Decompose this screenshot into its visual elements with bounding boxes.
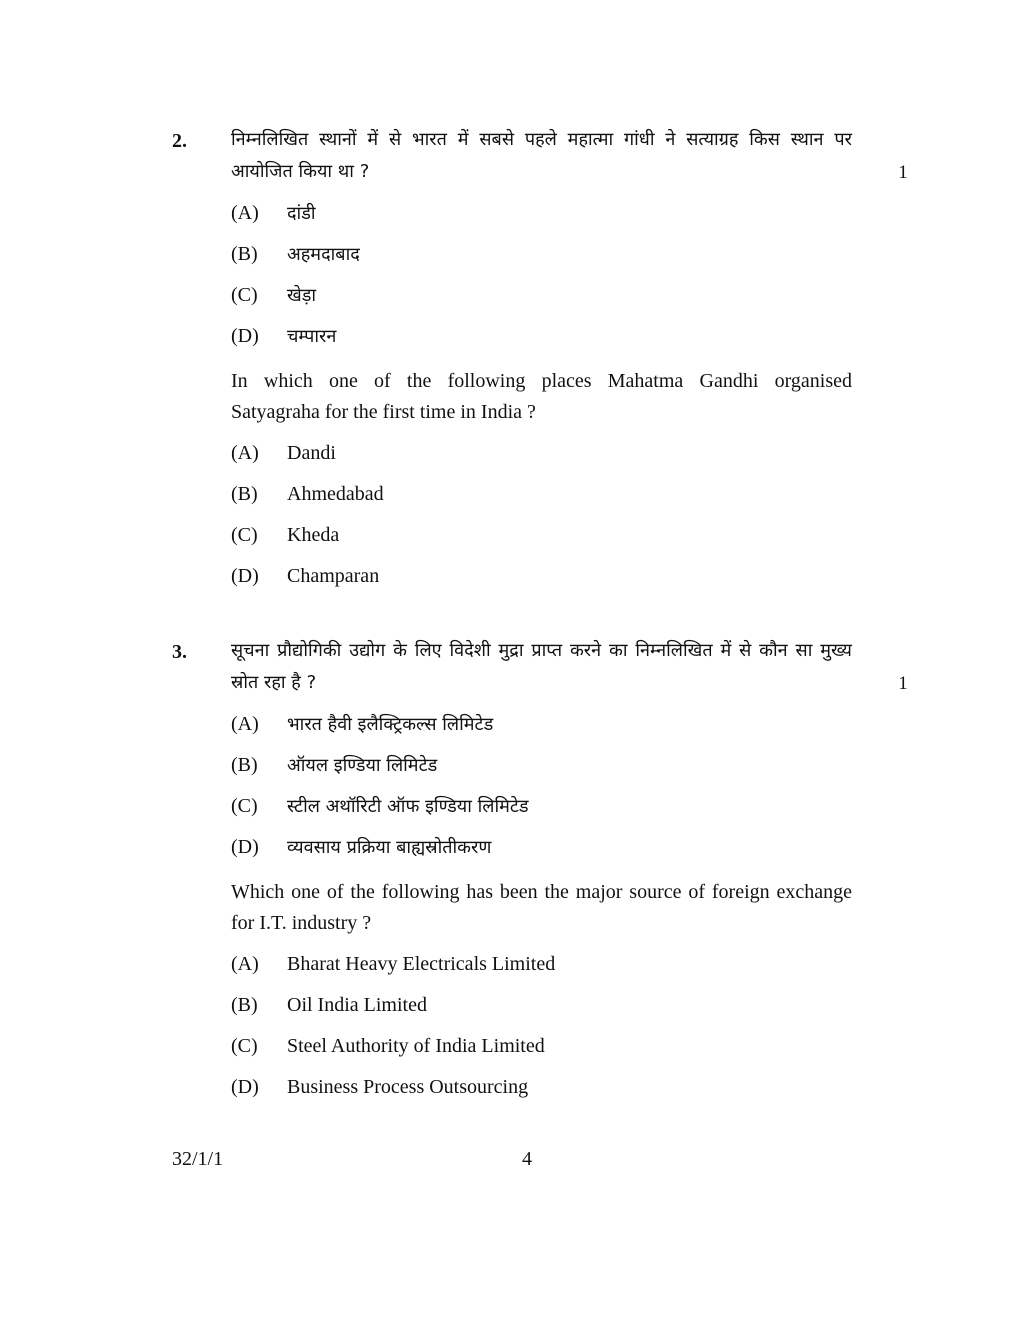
option-label: (B) [231, 243, 258, 265]
option-label: (B) [231, 483, 258, 505]
option-text: ऑयल इण्डिया लिमिटेड [287, 755, 438, 776]
option-text: Kheda [287, 524, 340, 546]
option-text: Dandi [287, 442, 336, 464]
option-hindi-a [231, 201, 316, 226]
option-text: Business Process Outsourcing [287, 1076, 529, 1098]
paper-code: 32/1/1 [172, 1148, 224, 1170]
option-text: भारत हैवी इलैक्ट्रिकल्स लिमिटेड [287, 714, 494, 735]
option-label: (A) [231, 953, 259, 975]
option-label: (D) [231, 325, 259, 347]
option-text: Champaran [287, 565, 380, 587]
option-english-b [231, 482, 384, 506]
question-text-english-line1: In which one of the following places Mahatma Gandhi organised [231, 370, 852, 392]
question-text-hindi-line2: आयोजित किया था ? [231, 161, 370, 182]
option-text: Ahmedabad [287, 483, 384, 505]
option-english-d [231, 1075, 528, 1099]
option-hindi-d [231, 835, 491, 860]
question-text-english-line2: for I.T. industry ? [231, 912, 372, 934]
option-label: (A) [231, 713, 259, 735]
option-label: (C) [231, 524, 258, 546]
question-text-hindi-line1: सूचना प्रौद्योगिकी उद्योग के लिए विदेशी मुद्रा प्राप्त करने का निम्नलिखित में से कौन सा मुख्य [231, 640, 852, 661]
option-label: (D) [231, 565, 259, 587]
question-text-english-line2: Satyagraha for the first time in India ? [231, 401, 536, 423]
option-text: Steel Authority of India Limited [287, 1035, 545, 1057]
option-label: (B) [231, 754, 258, 776]
option-text: व्यवसाय प्रक्रिया बाह्यस्रोतीकरण [287, 837, 492, 858]
option-hindi-c [231, 794, 529, 819]
option-hindi-d [231, 324, 336, 349]
option-english-c [231, 523, 339, 547]
option-hindi-b [231, 753, 437, 778]
option-text: चम्पारन [287, 326, 337, 347]
question-marks: 1 [898, 162, 908, 183]
option-hindi-c [231, 283, 316, 308]
question-marks: 1 [898, 673, 908, 694]
page-number: 4 [522, 1148, 532, 1170]
option-label: (C) [231, 795, 258, 817]
option-text: Bharat Heavy Electricals Limited [287, 953, 556, 975]
question-text-hindi-line1: निम्नलिखित स्थानों में से भारत में सबसे पहले महात्मा गांधी ने सत्याग्रह किस स्थान पर [231, 129, 852, 150]
option-text: दांडी [287, 203, 316, 224]
option-text: अहमदाबाद [287, 244, 360, 265]
option-label: (C) [231, 284, 258, 306]
option-english-c [231, 1034, 545, 1058]
option-english-d [231, 564, 379, 588]
question-number: 2. [172, 130, 187, 152]
option-hindi-a [231, 712, 493, 737]
option-text: स्टील अथॉरिटी ऑफ इण्डिया लिमिटेड [287, 796, 529, 817]
option-english-b [231, 993, 427, 1017]
option-label: (B) [231, 994, 258, 1016]
option-label: (D) [231, 836, 259, 858]
option-text: खेड़ा [287, 285, 317, 306]
question-number: 3. [172, 641, 187, 663]
option-english-a [231, 441, 336, 465]
question-text-hindi-line2: स्रोत रहा है ? [231, 672, 317, 693]
option-hindi-b [231, 242, 360, 267]
option-text: Oil India Limited [287, 994, 427, 1016]
option-label: (A) [231, 442, 259, 464]
option-label: (C) [231, 1035, 258, 1057]
option-english-a [231, 952, 555, 976]
option-label: (D) [231, 1076, 259, 1098]
option-label: (A) [231, 202, 259, 224]
question-text-english-line1: Which one of the following has been the major source of foreign exchange [231, 881, 852, 903]
